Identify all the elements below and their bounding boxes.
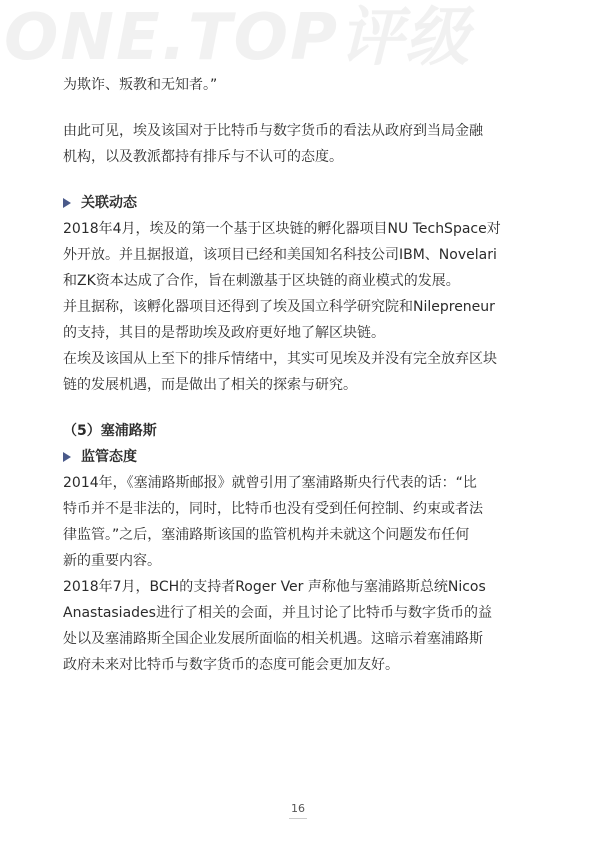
footer-divider xyxy=(289,818,307,819)
text-line: Anastasiades进行了相关的会面，并且讨论了比特币与数字货币的益 xyxy=(63,605,492,621)
subheading-regulatory-attitude xyxy=(63,444,538,470)
text-line: 2018年4月，埃及的第一个基于区块链的孵化器项目NU TechSpace对 xyxy=(63,221,501,237)
page-footer xyxy=(0,802,596,819)
text-line: 由此可见，埃及该国对于比特币与数字货币的看法从政府到当局金融 xyxy=(63,123,483,139)
triangle-bullet-icon xyxy=(63,452,71,462)
paragraph-5 xyxy=(63,346,538,398)
paragraph-6 xyxy=(63,470,538,574)
text-line: 律监管。”之后，塞浦路斯该国的监管机构并未就这个问题发布任何 xyxy=(63,527,470,543)
text-line: 2014年，《塞浦路斯邮报》就曾引用了塞浦路斯央行代表的话：“比 xyxy=(63,475,477,491)
text-line: 特币并不是非法的，同时，比特币也没有受到任何控制、约束或者法 xyxy=(63,501,483,517)
text-line: 并且据称，该孵化器项目还得到了埃及国立科学研究院和Nilepreneur xyxy=(63,299,495,315)
text-line: 和ZK资本达成了合作，旨在刺激基于区块链的商业模式的发展。 xyxy=(63,273,460,289)
text-line: 的支持，其目的是帮助埃及政府更好地了解区块链。 xyxy=(63,325,385,341)
text-line: 在埃及该国从上至下的排斥情绪中，其实可见埃及并没有完全放弃区块 xyxy=(63,351,497,367)
triangle-bullet-icon xyxy=(63,198,71,208)
text-line: 机构，以及教派都持有排斥与不认可的态度。 xyxy=(63,149,343,165)
watermark-logo: ONE.TOP评级 xyxy=(4,1,471,75)
text-line: 链的发展机遇，而是做出了相关的探索与研究。 xyxy=(63,377,357,393)
text-line: 政府未来对比特币与数字货币的态度可能会更加友好。 xyxy=(63,657,399,673)
text-line: 新的重要内容。 xyxy=(63,553,161,569)
paragraph-3 xyxy=(63,216,538,294)
paragraph-4 xyxy=(63,294,538,346)
text-line: 处以及塞浦路斯全国企业发展所面临的相关机遇。这暗示着塞浦路斯 xyxy=(63,631,483,647)
document-body xyxy=(63,72,538,678)
text-line: 外开放。并且据报道，该项目已经和美国知名科技公司IBM、Novelari xyxy=(63,247,497,263)
text-line: 为欺诈、叛教和无知者。” xyxy=(63,77,218,93)
text-line: 2018年7月，BCH的支持者Roger Ver 声称他与塞浦路斯总统Nicos xyxy=(63,579,486,595)
page-number: 16 xyxy=(291,802,305,815)
subheading-label: 关联动态 xyxy=(81,195,137,211)
section-title-cyprus: （5）塞浦路斯 xyxy=(63,423,157,439)
subheading-related-news xyxy=(63,190,538,216)
paragraph-2 xyxy=(63,118,538,170)
paragraph-7 xyxy=(63,574,538,678)
subheading-label: 监管态度 xyxy=(81,449,137,465)
paragraph-1 xyxy=(63,72,538,98)
